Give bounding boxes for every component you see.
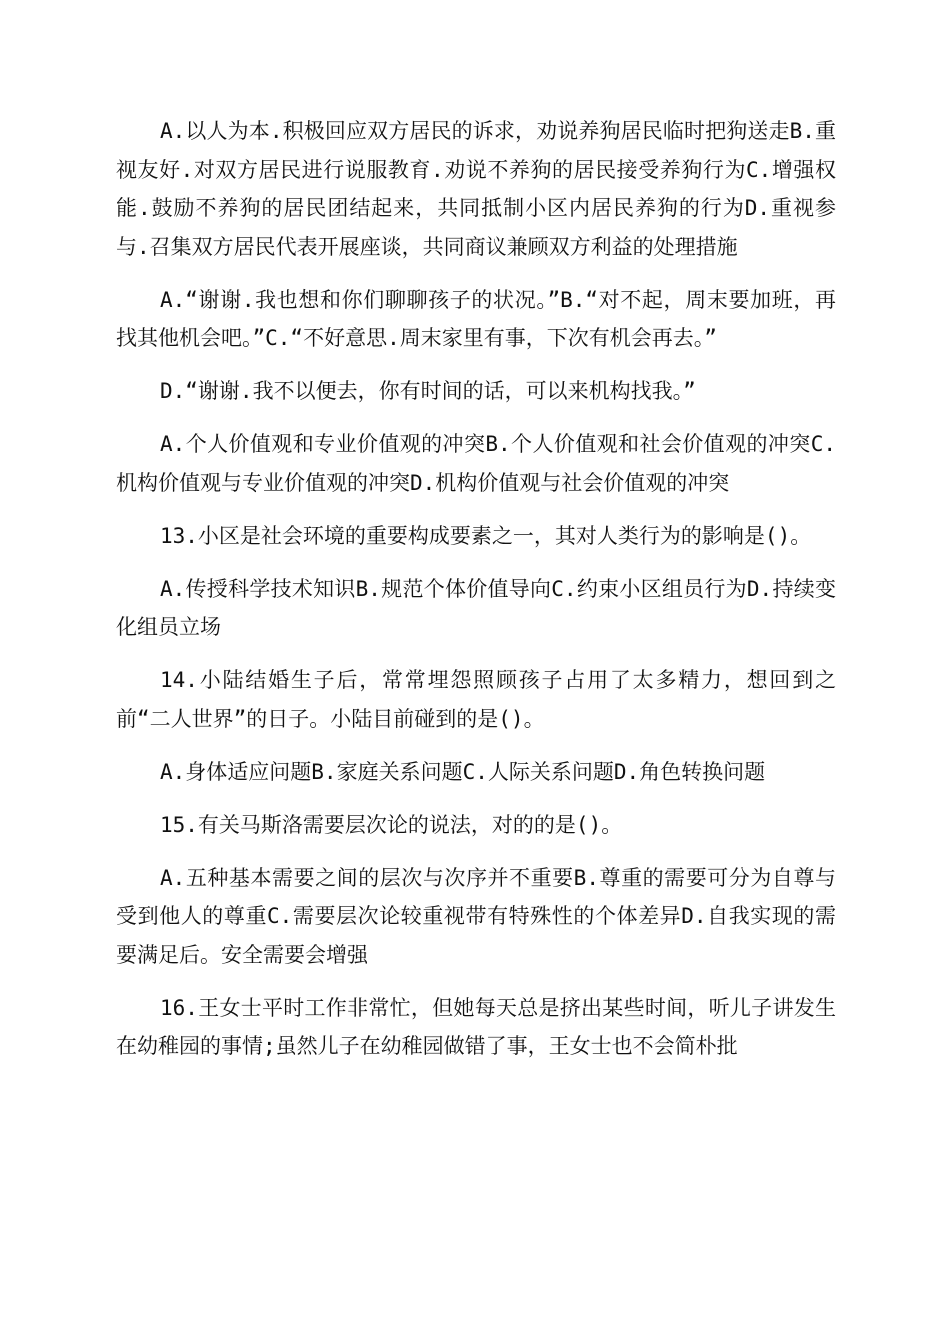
- question-16: 16.王女士平时工作非常忙，但她每天总是挤出某些时间，听儿子讲发生在幼稚园的事情;虽然儿子在幼稚园做错了事，王女士也不会简朴批: [116, 995, 836, 1058]
- question-13: 13.小区是社会环境的重要构成要素之一，其对人类行为的影响是()。: [160, 523, 812, 548]
- paragraph-option-set-community-dog: A.以人为本.积极回应双方居民的诉求，劝说养狗居民临时把狗送走B.重视友好.对双方居民进行说服教育.劝说不养狗的居民接受养狗行为C.增强权能.鼓励不养狗的居民团结起来，共同抵制小区内居民养狗的行为D.重视参与.召集双方居民代表开展座谈，共同商议兼顾双方利益的处理措施: [116, 119, 836, 259]
- paragraph-option-invitation-d: D.“谢谢.我不以便去，你有时间的话，可以来机构找我。”: [160, 379, 696, 403]
- document-page: [116, 112, 836, 1080]
- question-15-options: A.五种基本需要之间的层次与次序并不重要B.尊重的需要可分为自尊与受到他人的尊重C.需要层次论较重视带有特殊性的个体差异D.自我实现的需要满足后。安全需要会增强: [116, 865, 836, 967]
- question-14-options: A.身体适应问题B.家庭关系问题C.人际关系问题D.角色转换问题: [160, 759, 766, 784]
- paragraph-option-set-invitation-abc: A.“谢谢.我也想和你们聊聊孩子的状况。”B.“对不起，周末要加班，再找其他机会吧。”C.“不好意思.周末家里有事，下次有机会再去。”: [116, 287, 836, 350]
- question-15: 15.有关马斯洛需要层次论的说法，对的的是()。: [160, 812, 623, 837]
- paragraph-option-set-values-conflict: A.个人价值观和专业价值观的冲突B.个人价值观和社会价值观的冲突C.机构价值观与专业价值观的冲突D.机构价值观与社会价值观的冲突: [116, 432, 836, 495]
- question-14: 14.小陆结婚生子后，常常埋怨照顾孩子占用了太多精力，想回到之前“二人世界”的日子。小陆目前碰到的是()。: [116, 668, 836, 731]
- question-13-options: A.传授科学技术知识B.规范个体价值导向C.约束小区组员行为D.持续变化组员立场: [116, 576, 836, 639]
